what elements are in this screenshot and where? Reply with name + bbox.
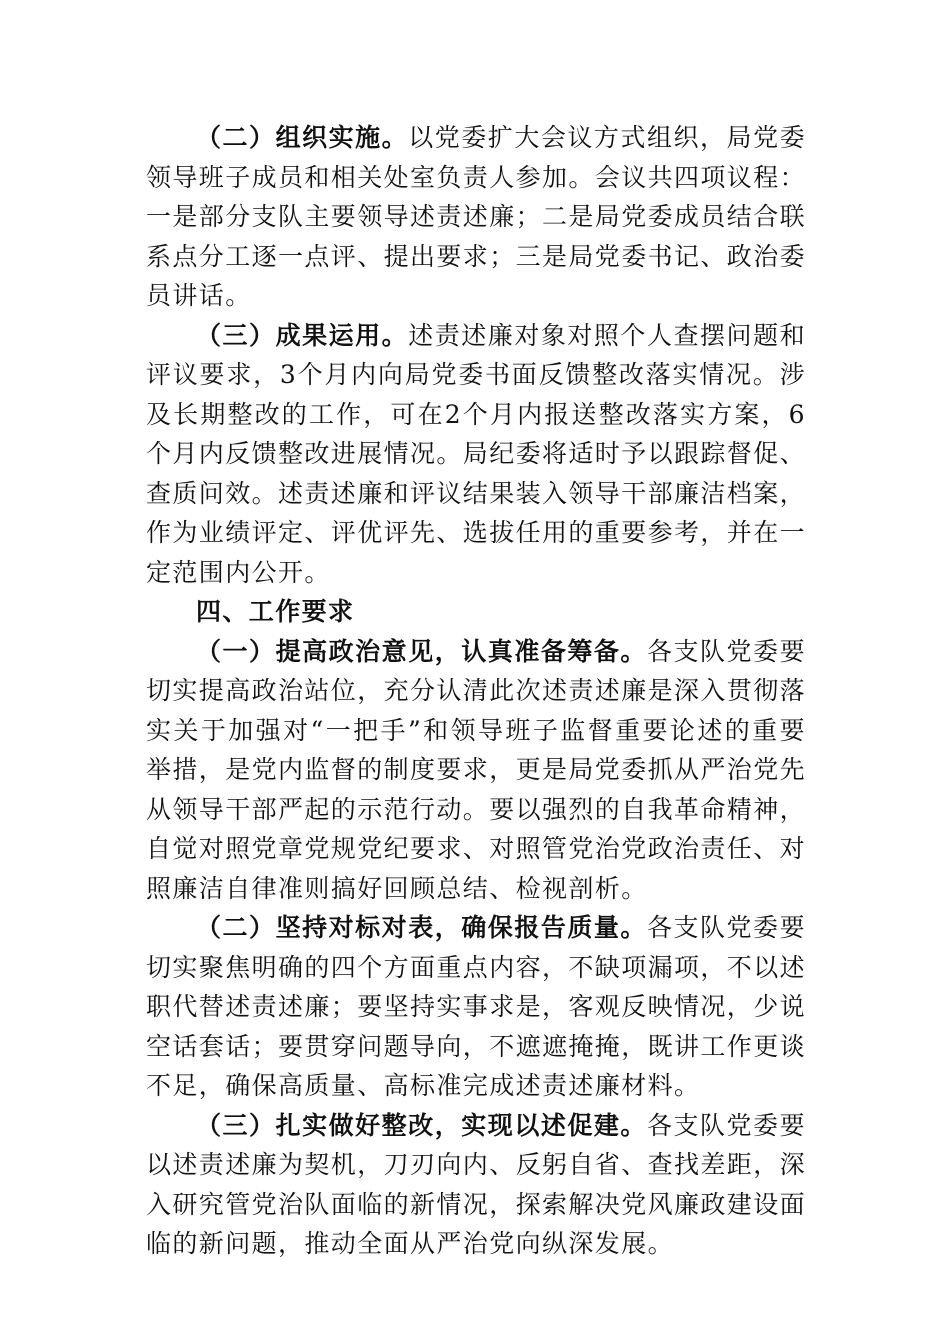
paragraph-lead: （三）扎实做好整改，实现以述促建。 xyxy=(196,1110,647,1140)
paragraph-lead: （三）成果运用。 xyxy=(196,320,409,350)
paragraph-results xyxy=(146,316,806,593)
document-body xyxy=(146,118,806,1264)
paragraph-text: 各支队党委要切实聚焦明确的四个方面重点内容，不缺项漏项，不以述职代替述责述廉；要坚持实事求是，客观反映情况，少说空话套话；要贯穿问题导向，不遮遮掩掩，既讲工作更谈不足，确保高质量、高标准完成述责述廉材料。 xyxy=(146,913,807,1100)
paragraph-text: 述责述廉对象对照个人查摆问题和评议要求，3个月内向局党委书面反馈整改落实情况。涉及长期整改的工作，可在2个月内报送整改落实方案，6个月内反馈整改进展情况。局纪委将适时予以跟踪督促、查质问效。述责述廉和评议结果装入领导干部廉洁档案，作为业绩评定、评优评先、选拔任用的重要参考，并在一定范围内公开。 xyxy=(146,320,807,587)
paragraph-requirement-3 xyxy=(146,1106,806,1264)
paragraph-requirement-2 xyxy=(146,908,806,1106)
paragraph-text: 以党委扩大会议方式组织，局党委领导班子成员和相关处室负责人参加。会议共四项议程：一是部分支队主要领导述责述廉；二是局党委成员结合联系点分工逐一点评、提出要求；三是局党委书记、政治委员讲话。 xyxy=(146,123,807,310)
paragraph-organization xyxy=(146,118,806,316)
paragraph-text: 各支队党委要以述责述廉为契机，刀刃向内、反躬自省、查找差距，深入研究管党治队面临的新情况，探索解决党风廉政建设面临的新问题，推动全面从严治党向纵深发展。 xyxy=(146,1110,807,1258)
paragraph-requirement-1 xyxy=(146,632,806,909)
paragraph-lead: （二）组织实施。 xyxy=(196,123,409,152)
paragraph-text: 各支队党委要切实提高政治站位，充分认清此次述责述廉是深入贯彻落实关于加强对“一把手”和领导班子监督重要论述的重要举措，是党内监督的制度要求，更是局党委抓从严治党先从领导干部严起的示范行动。要以强烈的自我革命精神，自觉对照党章党规党纪要求、对照管党治党政治责任、对照廉洁自律准则搞好回顾总结、检视剖析。 xyxy=(146,636,807,903)
paragraph-lead: （一）提高政治意见，认真准备筹备。 xyxy=(196,636,647,666)
section-heading: 四、工作要求 xyxy=(196,597,355,626)
paragraph-lead: （二）坚持对标对表，确保报告质量。 xyxy=(196,913,647,942)
